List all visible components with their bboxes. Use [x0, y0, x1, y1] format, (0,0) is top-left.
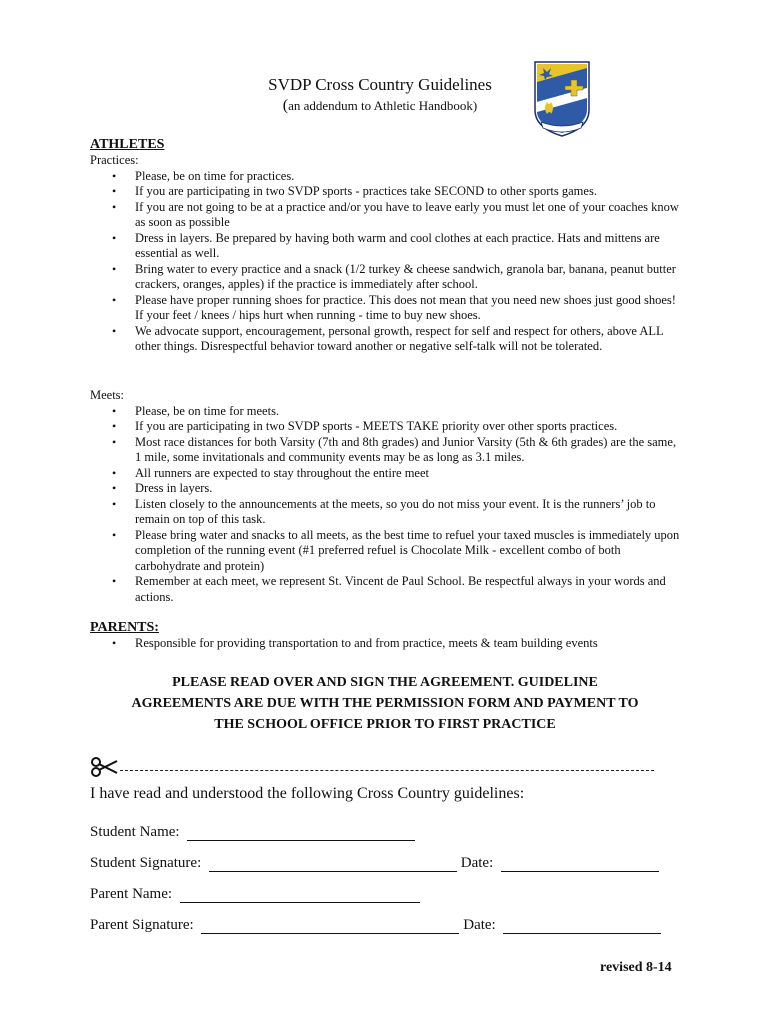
student-signature-label: Student Signature:	[90, 855, 202, 871]
meets-label: Meets:	[90, 388, 125, 402]
acknowledgement-text: I have read and understood the following Cross Country guidelines:	[90, 785, 525, 802]
bullet-icon: •	[112, 230, 117, 245]
list-item	[90, 574, 685, 605]
list-item-text: Please bring water and snacks to all meets, as the best time to refuel your taxed muscles is immediately upon completion of the running event (#1 preferred refuel is Chocolate Milk - excellent combo of both carbohydrate and protein)	[135, 527, 680, 573]
bullet-icon: •	[112, 574, 117, 588]
notice-line-2: AGREEMENTS ARE DUE WITH THE PERMISSION FORM AND PAYMENT TO	[131, 696, 639, 711]
athletes-heading: ATHLETES	[90, 137, 165, 152]
parents-list	[90, 636, 685, 652]
bullet-icon: •	[112, 403, 117, 418]
notice-line-3: THE SCHOOL OFFICE PRIOR TO FIRST PRACTICE	[214, 717, 556, 732]
parents-section	[90, 620, 685, 652]
list-item-text: Most race distances for both Varsity (7th and 8th grades) and Junior Varsity (5th & 6th grades) are the same, 1 mile, some invitationals and community events may be as long as 3.1 miles.	[135, 434, 677, 464]
list-item	[90, 636, 685, 652]
bullet-icon: •	[112, 184, 117, 198]
parent-date-field[interactable]	[503, 917, 661, 934]
scissors-icon	[90, 756, 118, 778]
revision-note: revised 8-14	[600, 960, 672, 975]
practices-list	[90, 169, 685, 355]
bullet-icon: •	[112, 323, 117, 338]
list-item-text: Responsible for providing transportation to and from practice, meets & team building events	[135, 636, 598, 650]
list-item-text: If you are participating in two SVDP sports - practices take SECOND to other sports games.	[135, 184, 597, 198]
student-signature-field[interactable]	[209, 855, 457, 872]
cut-here-line	[90, 756, 660, 778]
bullet-icon: •	[112, 292, 117, 307]
bullet-icon: •	[112, 419, 117, 433]
list-item	[90, 200, 685, 231]
parent-name-label: Parent Name:	[90, 886, 173, 902]
parent-signature-row	[90, 917, 661, 937]
student-name-row	[90, 824, 415, 844]
parent-signature-field[interactable]	[201, 917, 459, 934]
subtitle-open-paren: (	[282, 97, 289, 114]
list-item-text: Please, be on time for meets.	[135, 403, 280, 418]
list-item	[90, 324, 685, 355]
parent-signature-label: Parent Signature:	[90, 917, 194, 933]
athletes-section	[90, 137, 685, 355]
school-crest-logo	[533, 58, 591, 138]
list-item-text: Listen closely to the announcements at the meets, so you do not miss your event. It is the runners’ job to remain on top of this task.	[135, 496, 656, 526]
list-item-text: Remember at each meet, we represent St. Vincent de Paul School. Be respectful always in your words and actions.	[135, 574, 666, 604]
list-item	[90, 435, 685, 466]
student-name-field[interactable]	[187, 824, 415, 841]
title-block	[240, 74, 520, 116]
list-item	[90, 184, 685, 200]
subtitle-text: an addendum to Athletic Handbook)	[288, 98, 478, 113]
bullet-icon: •	[112, 465, 117, 480]
bullet-icon: •	[112, 261, 117, 276]
page-subtitle	[240, 96, 520, 116]
list-item-text: Dress in layers. Be prepared by having both warm and cool clothes at each practice. Hats and mittens are essential as well.	[135, 230, 660, 260]
bullet-icon: •	[112, 496, 117, 511]
list-item-text: All runners are expected to stay throughout the entire meet	[135, 465, 429, 480]
parent-name-field[interactable]	[180, 886, 420, 903]
list-item-text: If you are participating in two SVDP sports - MEETS TAKE priority over other sports practices.	[135, 419, 618, 433]
list-item	[90, 497, 685, 528]
list-item-text: Please have proper running shoes for practice. This does not mean that you need new shoes just good shoes! If your feet / knees / hips hurt when running - time to buy new shoes.	[135, 292, 676, 322]
student-date-field[interactable]	[501, 855, 659, 872]
parent-name-row	[90, 886, 420, 906]
bullet-icon: •	[112, 527, 117, 542]
list-item	[90, 419, 685, 435]
practices-label: Practices:	[90, 153, 139, 167]
list-item	[90, 528, 685, 575]
notice-line-1: PLEASE READ OVER AND SIGN THE AGREEMENT. GUIDELINE	[172, 675, 598, 690]
list-item	[90, 169, 685, 185]
list-item	[90, 262, 685, 293]
student-signature-row	[90, 855, 659, 875]
list-item	[90, 231, 685, 262]
dashed-divider	[120, 770, 654, 771]
meets-section	[90, 388, 685, 605]
list-item	[90, 481, 685, 497]
list-item-text: Dress in layers.	[135, 481, 213, 495]
meets-list	[90, 404, 685, 606]
parents-heading: PARENTS:	[90, 620, 159, 635]
list-item-text: Please, be on time for practices.	[135, 168, 295, 183]
list-item-text: If you are not going to be at a practice and/or you have to leave early you must let one of your coaches know as soon as possible	[135, 199, 679, 229]
student-date-label: Date:	[460, 855, 494, 871]
parent-date-label: Date:	[463, 917, 496, 933]
list-item-text: Bring water to every practice and a snack (1/2 turkey & cheese sandwich, granola bar, banana, peanut butter crackers, oranges, apples) if the practice is immediately after school.	[135, 261, 676, 291]
bullet-icon: •	[112, 168, 117, 183]
bullet-icon: •	[112, 434, 117, 449]
page-title: SVDP Cross Country Guidelines	[268, 75, 492, 94]
bullet-icon: •	[112, 199, 117, 214]
list-item	[90, 466, 685, 482]
student-name-label: Student Name:	[90, 824, 180, 840]
list-item	[90, 404, 685, 420]
bullet-icon: •	[112, 636, 117, 650]
bullet-icon: •	[112, 481, 117, 495]
list-item	[90, 293, 685, 324]
list-item-text: We advocate support, encouragement, personal growth, respect for self and respect for others, above ALL other things. Disrespectful behavior toward another or negative self-talk will not be tolerated.	[135, 323, 664, 353]
agreement-notice	[90, 672, 680, 735]
